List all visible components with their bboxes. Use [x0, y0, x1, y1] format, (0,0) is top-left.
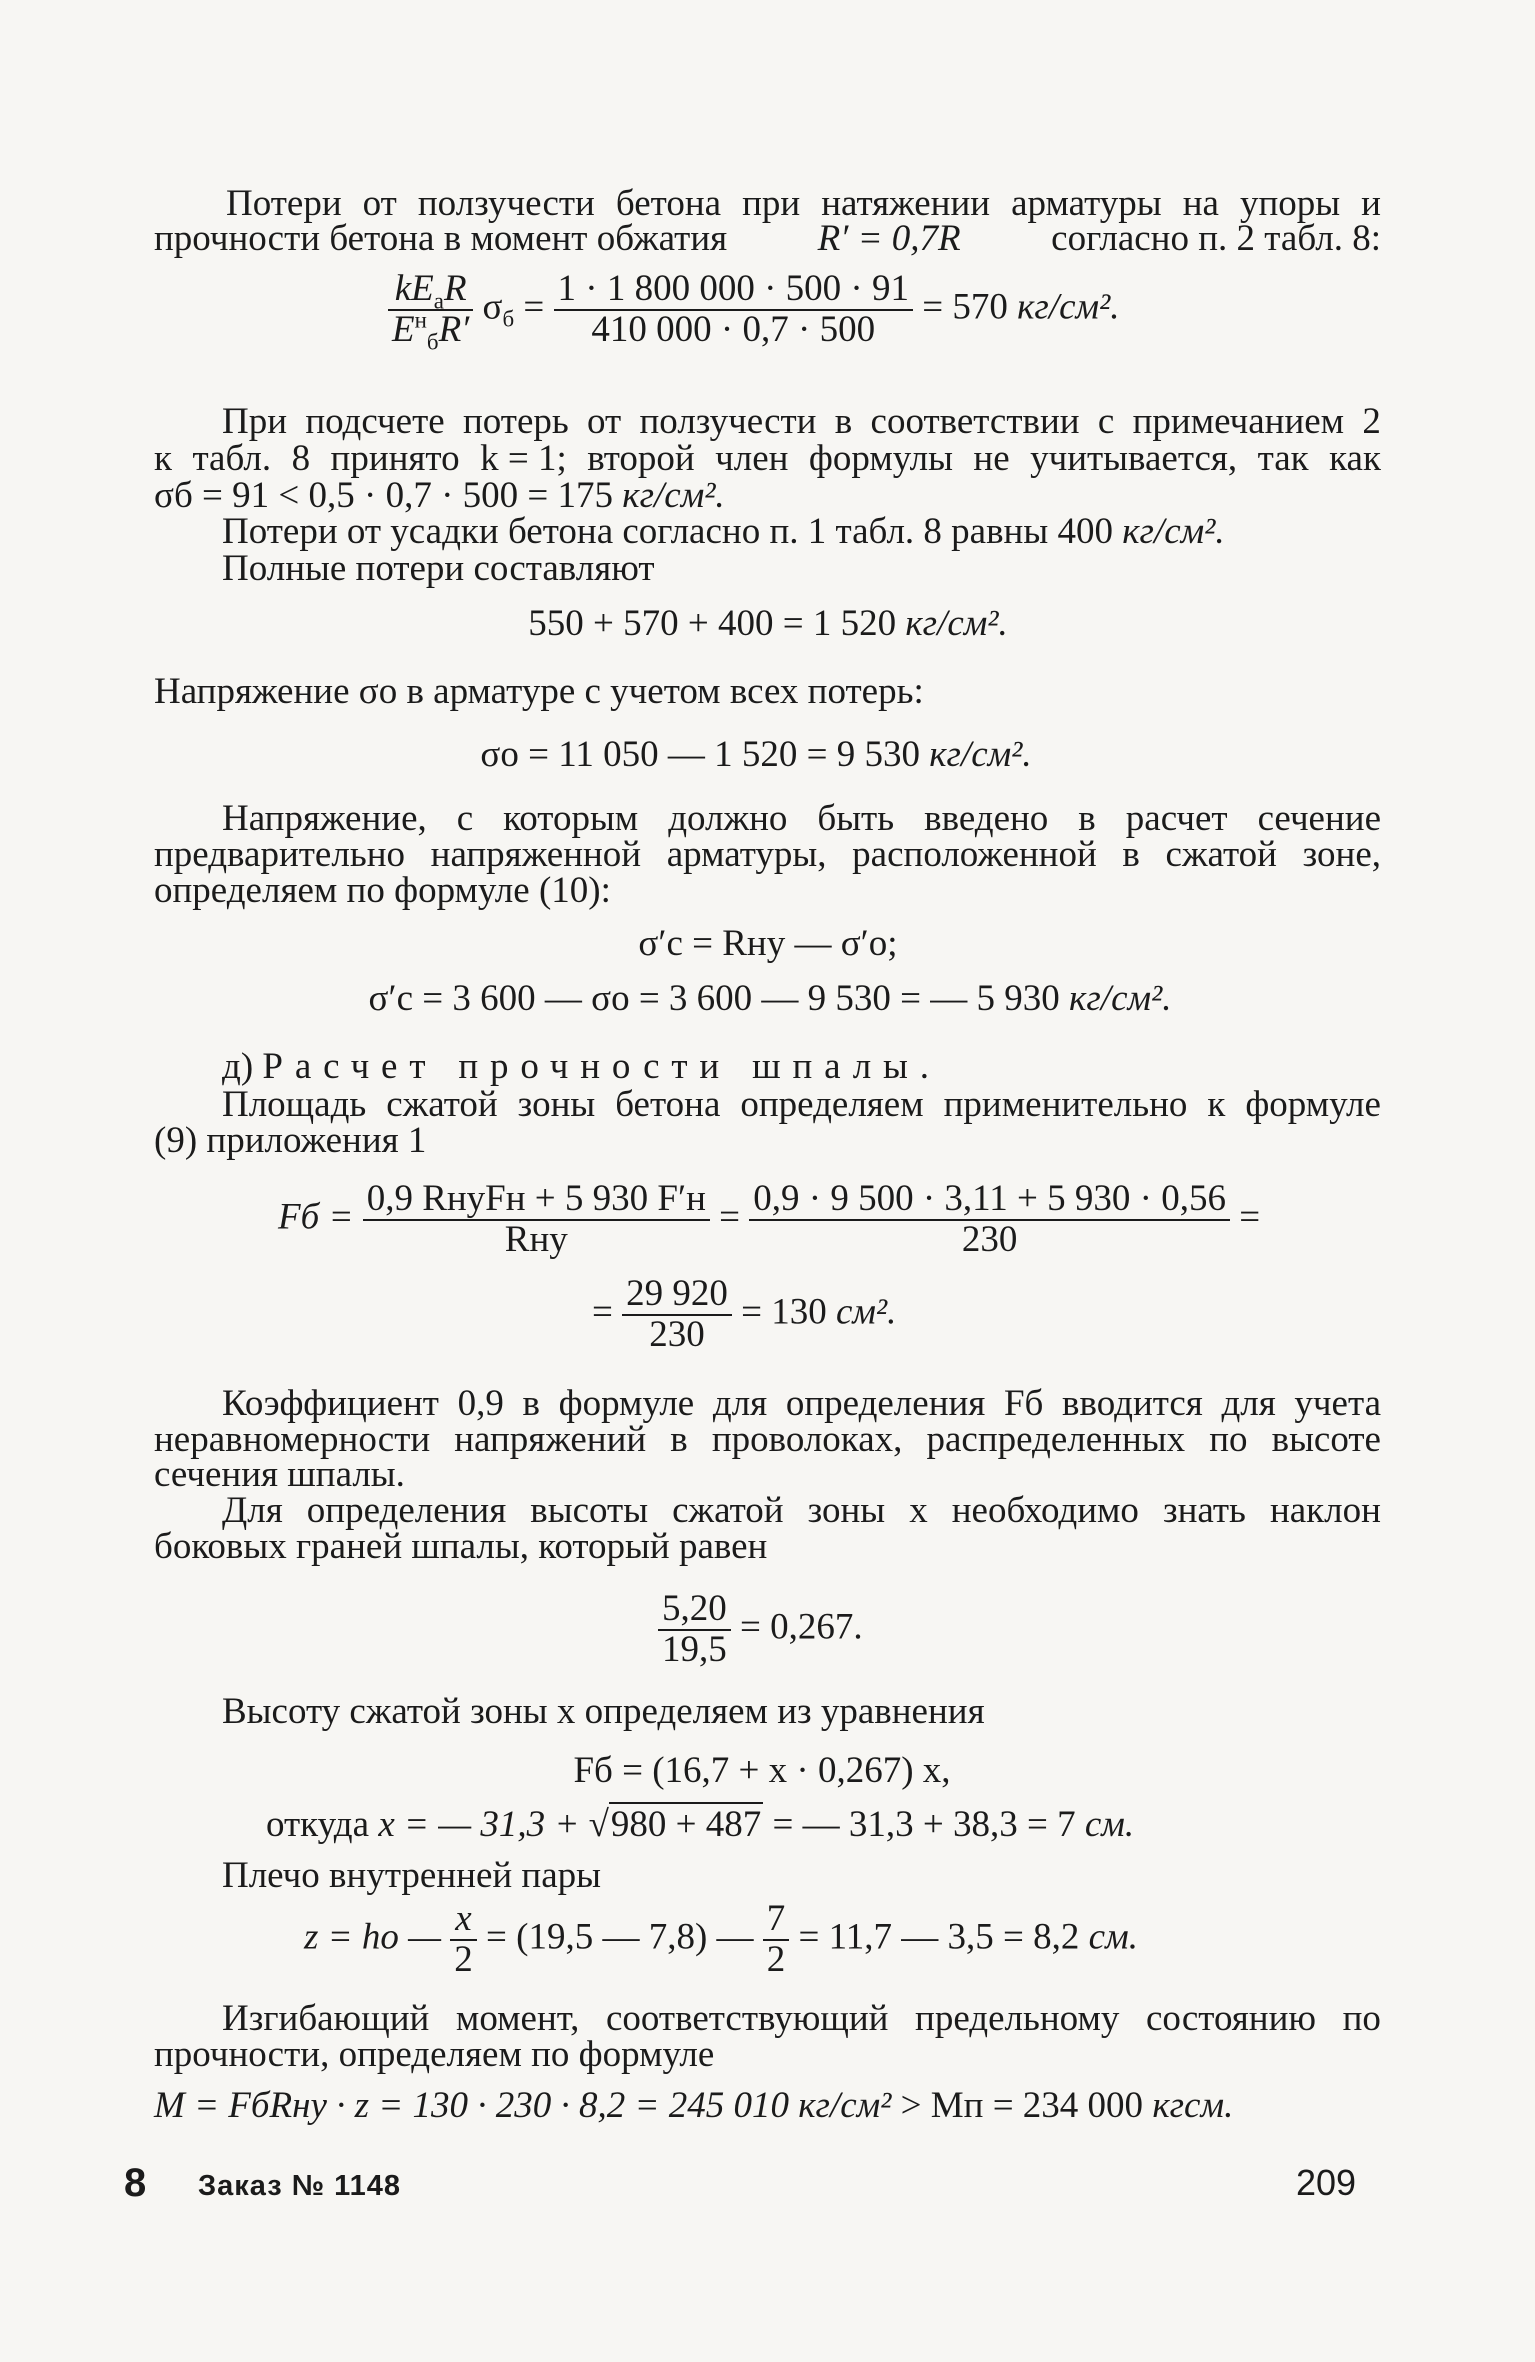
p1-line2: прочности бетона в момент обжатия R′ = 0,7R согласно п. 2 табл. 8:	[154, 218, 1381, 259]
formula-sigma-c: σ′с = Rну — σ′о;	[638, 923, 898, 964]
word: в	[1078, 798, 1096, 839]
p6-line1	[222, 1086, 1381, 1123]
p11-line1	[222, 2000, 1381, 2037]
formula-total-loss: 550 + 570 + 400 = 1 520 кг/см².	[528, 603, 1008, 644]
word: распределенных	[926, 1419, 1186, 1460]
formula-area-fb-result: = $\frac{29 920}{230}$ = 130 см².	[592, 1273, 897, 1355]
word: не	[973, 438, 1010, 479]
section-heading: д) Расчет прочности шпалы.	[222, 1046, 941, 1087]
p1-line1	[226, 185, 1381, 222]
word: напряженной	[430, 834, 642, 875]
word: к	[1207, 1084, 1226, 1125]
formula-height-solution: откуда x = — 31,3 + √980 + 487 = — 31,3 + 38,3 = 7 см.	[266, 1804, 1135, 1845]
word: знать	[1162, 1490, 1246, 1531]
word: 0,9	[457, 1383, 504, 1424]
word: зоны	[807, 1490, 886, 1531]
word: которым	[503, 798, 639, 839]
formula-lever-arm: z = hо — $\frac{x}{2}$ = (19,5 — 7,8) — $\frac{7}{2}$ = 11,7 — 3,5 = 8,2 см.	[304, 1898, 1138, 1980]
p3-line2: Полные потери составляют	[222, 548, 655, 589]
formula-stress-sigma0: σо = 11 050 — 1 520 = 9 530 кг/см².	[480, 734, 1032, 775]
word: определения	[306, 1490, 507, 1531]
word: сжатой	[386, 1084, 498, 1125]
footer-sheet-number: 8	[124, 2161, 147, 2205]
p5-line3: определяем по формуле (10):	[154, 870, 611, 911]
word: от	[587, 401, 622, 442]
word: по	[1209, 1419, 1248, 1460]
word: в	[834, 401, 853, 442]
word: для	[1221, 1383, 1276, 1424]
word: учитывается,	[1030, 438, 1238, 479]
word: бетона	[615, 1084, 721, 1125]
word: Площадь	[222, 1084, 367, 1125]
p7-line3: сечения шпалы.	[154, 1454, 405, 1495]
word: формуле	[558, 1383, 695, 1424]
word: применительно	[943, 1084, 1188, 1125]
word: бетона	[615, 183, 722, 224]
word: учета	[1294, 1383, 1381, 1424]
p7-line1	[222, 1385, 1381, 1422]
word: сжатой	[1165, 834, 1277, 875]
word: для	[712, 1383, 768, 1424]
word: x	[909, 1490, 928, 1531]
p2-line3: σб = 91 < 0,5 · 0,7 · 500 = 175 кг/см².	[154, 475, 725, 516]
word: на	[1182, 183, 1219, 224]
word: примечанием	[1132, 401, 1345, 442]
p9: Высоту сжатой зоны x определяем из уравнения	[222, 1691, 985, 1732]
p11-line2: прочности, определяем по формуле	[154, 2034, 715, 2075]
word: 8	[291, 438, 311, 479]
formula-sigma-c-value: σ′с = 3 600 — σо = 3 600 — 9 530 = — 5 930 кг/см².	[368, 978, 1172, 1019]
word: арматуры	[1011, 183, 1162, 224]
p5-line2	[154, 836, 1381, 873]
word: При	[222, 401, 288, 442]
word: расчет	[1125, 798, 1228, 839]
word: в	[1122, 834, 1140, 875]
p8-line2: боковых граней шпалы, который равен	[154, 1526, 768, 1567]
word: напряжений	[454, 1419, 647, 1460]
p2-line1	[222, 403, 1381, 440]
word: ползучести	[639, 401, 817, 442]
word: расположенной	[852, 834, 1097, 875]
word: определения	[785, 1383, 986, 1424]
formula-slope: $\frac{5,20}{19,5}$ = 0,267.	[658, 1590, 863, 1670]
word: Коэффициент	[222, 1383, 439, 1424]
word: необходимо	[951, 1490, 1139, 1531]
word: момент,	[455, 1998, 580, 2039]
p10: Плечо внутренней пары	[222, 1855, 602, 1896]
word: соответствии	[870, 401, 1080, 442]
p5-line1	[222, 800, 1381, 837]
word: табл.	[192, 438, 272, 479]
word: принято	[330, 438, 460, 479]
word: 2	[1362, 401, 1381, 442]
word: при	[742, 183, 801, 224]
word: высоты	[530, 1490, 649, 1531]
word: с	[1097, 401, 1115, 442]
word: Изгибающий	[222, 1998, 430, 2039]
word: проволоках,	[711, 1419, 903, 1460]
word: состоянию	[1146, 1998, 1317, 2039]
formula-area-fb: Fб = $\frac{\text{0,9 RнуFн + 5 930 F′н}}{\text{Rну}}$ = $\frac{0,9 \cdot 9 500 \cdot 3,11 + 5 930 \cdot 0,56}{230}$ =	[278, 1178, 1261, 1260]
formula-moment: M = FбRну · z = 130 · 230 · 8,2 = 245 010 кг/см² > Mп = 234 000 кгсм.	[154, 2085, 1234, 2126]
p7-line2	[154, 1421, 1381, 1458]
word: наклон	[1269, 1490, 1381, 1531]
word: k = 1;	[480, 438, 567, 479]
word: зоне,	[1302, 834, 1381, 875]
word: член	[715, 438, 789, 479]
word: определяем	[740, 1084, 924, 1125]
word: в	[670, 1419, 688, 1460]
formula-creep-loss: $\frac{kE_aR}{E^н_бR'}$ $\sigma_б$ = $\frac{1 \cdot 1 800 000 \cdot 500 \cdot 91}{410 000 \cdot 0,7 \cdot 500}$ = 570 кг/см².	[388, 270, 1120, 350]
word: вводится	[1062, 1383, 1203, 1424]
word: предельному	[915, 1998, 1120, 2039]
word: Потери	[226, 183, 342, 224]
word: натяжении	[821, 183, 991, 224]
word: сечение	[1257, 798, 1381, 839]
word: должно	[668, 798, 788, 839]
word: неравномерности	[154, 1419, 431, 1460]
word: зоны	[517, 1084, 596, 1125]
word: формулы	[808, 438, 953, 479]
word: как	[1329, 438, 1381, 479]
p2-line2	[154, 440, 1381, 477]
word: Fб	[1003, 1383, 1044, 1424]
word: второй	[587, 438, 695, 479]
word: сжатой	[672, 1490, 784, 1531]
p4: Напряжение σо в арматуре с учетом всех потерь:	[154, 671, 924, 712]
word: упоры	[1239, 183, 1341, 224]
word: так	[1257, 438, 1309, 479]
footer-order-number: Заказ № 1148	[198, 2170, 402, 2202]
word: потерь	[462, 401, 569, 442]
page-number: 209	[1296, 2162, 1357, 2203]
word: от	[362, 183, 397, 224]
p3-line1: Потери от усадки бетона согласно п. 1 табл. 8 равны 400 кг/см².	[222, 511, 1225, 552]
formula-height-equation: Fб = (16,7 + x · 0,267) x,	[573, 1750, 951, 1791]
word: арматуры,	[666, 834, 827, 875]
p8-line1	[222, 1492, 1381, 1529]
word: ползучести	[417, 183, 595, 224]
word: и	[1361, 183, 1381, 224]
word: к	[154, 438, 172, 479]
word: подсчете	[305, 401, 445, 442]
word: предварительно	[154, 834, 405, 875]
word: Для	[222, 1490, 283, 1531]
word: формуле	[1245, 1084, 1381, 1125]
word: высоте	[1271, 1419, 1381, 1460]
word: в	[522, 1383, 540, 1424]
word: соответствующий	[606, 1998, 889, 2039]
word: быть	[817, 798, 895, 839]
word: по	[1342, 1998, 1381, 2039]
p6-line2: (9) приложения 1	[154, 1120, 427, 1161]
word: Напряжение,	[222, 798, 427, 839]
word: введено	[924, 798, 1049, 839]
word: с	[456, 798, 474, 839]
